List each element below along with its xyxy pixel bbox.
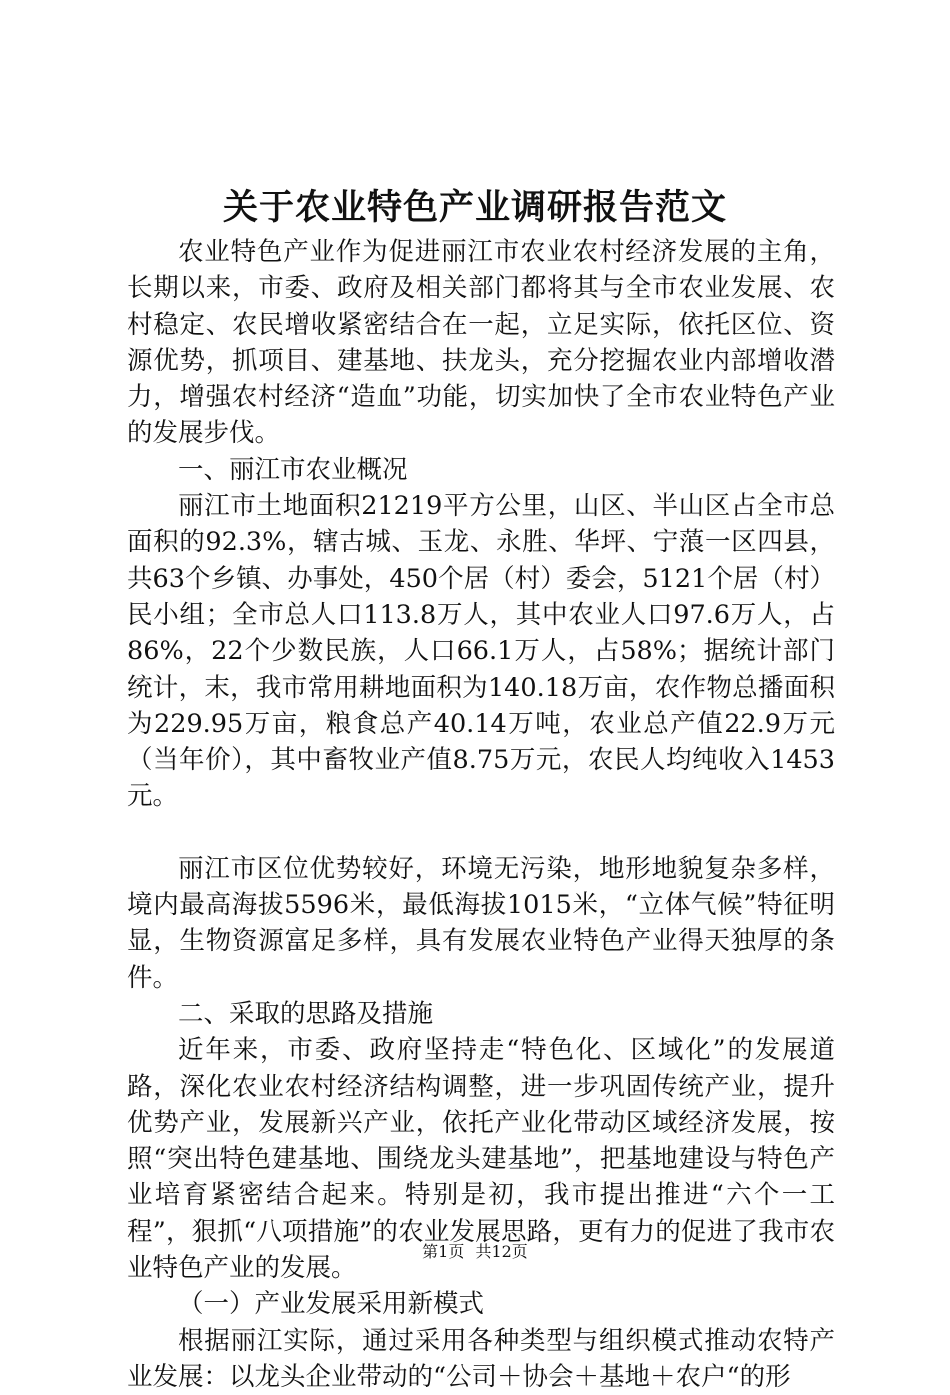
document-body xyxy=(127,234,835,1395)
paragraph-new-model: 根据丽江实际，通过采用各种类型与组织模式推动农特产业发展：以龙头企业带动的“公司＋协会＋基地＋农户“的形 xyxy=(127,1325,835,1392)
paragraph-overview-stats: 丽江市土地面积21219平方公里，山区、半山区占全市总面积的92.3%，辖古城、玉龙、永胜、华坪、宁蒗一区四县，共63个乡镇、办事处，450个居（村）委会，5121个居（村）民小组；全市总人口113.8万人，其中农业人口97.6万人，占86%，22个少数民族，人口66.1万人，占58%；据统计部门统计，末，我市常用耕地面积为140.18万亩，农作物总播面积为229.95万亩，粮食总产40.14万吨，农业总产值22.9万元（当年价），其中畜牧业产值8.75万元，农民人均纯收入1453元。 xyxy=(127,491,835,812)
paragraph-measures: 近年来，市委、政府坚持走“特色化、区域化”的发展道路，深化农业农村经济结构调整，进一步巩固传统产业，提升优势产业，发展新兴产业，依托产业化带动区域经济发展，按照“突出特色建基地、围绕龙头建基地”，把基地建设与特色产业培育紧密结合起来。特别是初，我市提出推进“六个一工程”，狠抓“八项措施”的农业发展思路，更有力的促进了我市农业特色产业的发展。 xyxy=(127,1035,835,1284)
paragraph-location-advantage: 丽江市区位优势较好，环境无污染，地形地貌复杂多样，境内最高海拔5596米，最低海拔1015米，“立体气候”特征明显，生物资源富足多样，具有发展农业特色产业得天独厚的条件。 xyxy=(127,853,835,993)
paragraph-intro: 农业特色产业作为促进丽江市农业农村经济发展的主角，长期以来，市委、政府及相关部门都将其与全市农业发展、农村稳定、农民增收紧密结合在一起，立足实际，依托区位、资源优势，抓项目、建基地、扶龙头，充分挖掘农业内部增收潜力，增强农村经济“造血”功能，切实加快了全市农业特色产业的发展步伐。 xyxy=(127,237,835,449)
page-footer: 第1页 共12页 xyxy=(422,1242,528,1261)
section-heading-measures: 二、采取的思路及措施 xyxy=(178,998,434,1029)
document-title: 关于农业特色产业调研报告范文 xyxy=(222,187,727,228)
section-heading-overview: 一、丽江市农业概况 xyxy=(178,454,408,485)
subsection-heading-new-model: （一）产业发展采用新模式 xyxy=(178,1289,485,1320)
